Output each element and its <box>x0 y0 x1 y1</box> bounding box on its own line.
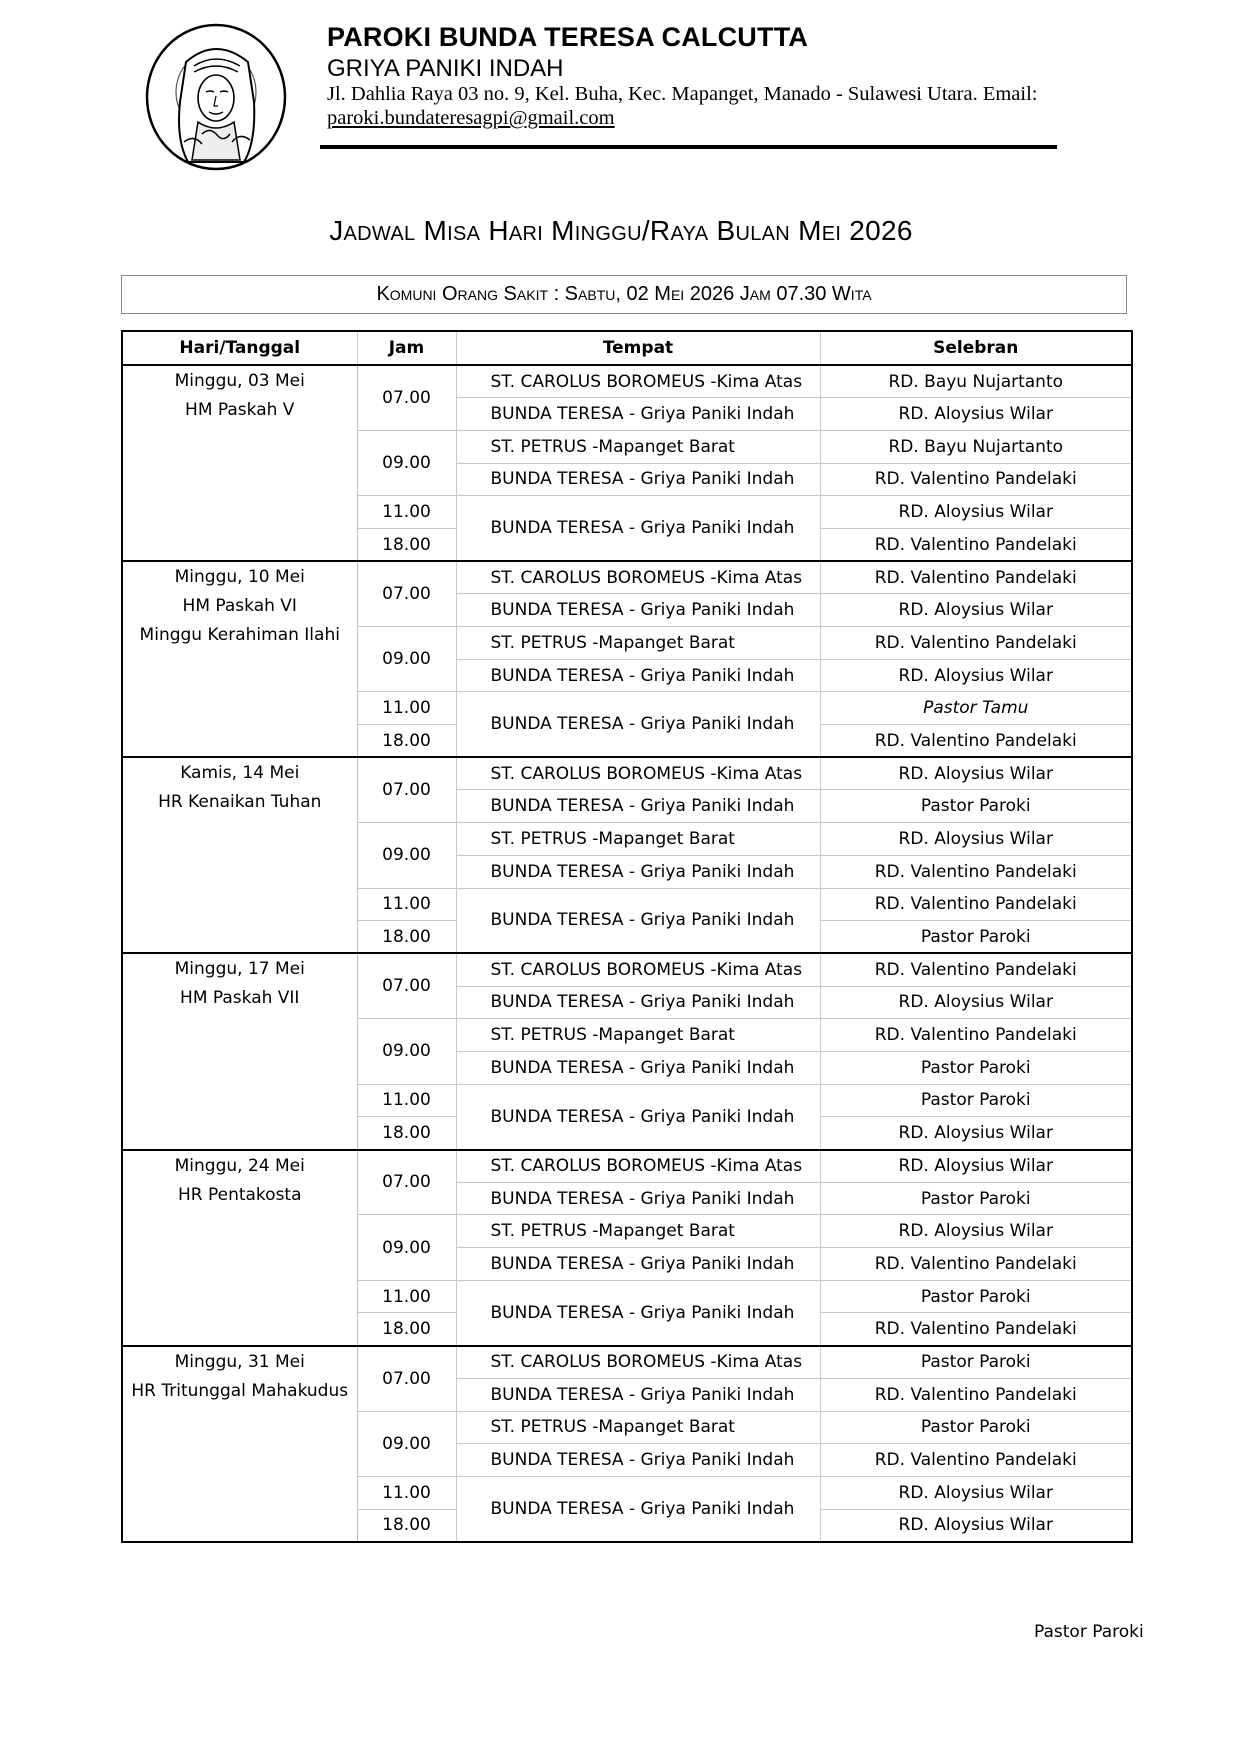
place-cell: BUNDA TERESA - Griya Paniki Indah <box>456 855 820 888</box>
place-cell: BUNDA TERESA - Griya Paniki Indah <box>456 1476 820 1541</box>
celebrant-cell <box>820 692 1132 725</box>
celebrant-cell: RD. Aloysius Wilar <box>820 1117 1132 1150</box>
celebrant-cell: RD. Valentino Pandelaki <box>820 888 1132 921</box>
celebrant-cell: RD. Valentino Pandelaki <box>820 1248 1132 1281</box>
place-cell: ST. PETRUS -Mapanget Barat <box>456 1019 820 1052</box>
celebrant-cell: RD. Valentino Pandelaki <box>820 1019 1132 1052</box>
celebrant-cell: RD. Valentino Pandelaki <box>820 561 1132 594</box>
time-cell: 11.00 <box>357 496 456 529</box>
celebrant-cell: RD. Aloysius Wilar <box>820 659 1132 692</box>
place-cell: ST. PETRUS -Mapanget Barat <box>456 1215 820 1248</box>
place-cell: BUNDA TERESA - Griya Paniki Indah <box>456 1378 820 1411</box>
day-line: HR Tritunggal Mahakudus <box>131 1380 349 1401</box>
page-title: Jadwal Misa Hari Minggu/Raya Bulan Mei 2026 <box>329 215 913 246</box>
address-text: Jl. Dahlia Raya 03 no. 9, Kel. Buha, Kec. Mapanget, Manado - Sulawesi Utara. Email: <box>327 83 1038 105</box>
place-cell: BUNDA TERESA - Griya Paniki Indah <box>456 1084 820 1149</box>
day-line: HM Paskah VI <box>182 596 297 617</box>
table-header-row <box>122 331 1132 365</box>
place-cell: ST. PETRUS -Mapanget Barat <box>456 430 820 463</box>
time-cell: 11.00 <box>357 1084 456 1117</box>
place-cell: ST. CAROLUS BOROMEUS -Kima Atas <box>456 757 820 790</box>
celebrant-cell: RD. Bayu Nujartanto <box>820 430 1132 463</box>
place-cell: ST. CAROLUS BOROMEUS -Kima Atas <box>456 953 820 986</box>
day-cell <box>122 561 357 757</box>
table-body <box>122 365 1132 1542</box>
celebrant-cell: RD. Aloysius Wilar <box>820 1509 1132 1542</box>
day-cell <box>122 365 357 561</box>
table-row <box>122 561 1132 594</box>
place-cell: BUNDA TERESA - Griya Paniki Indah <box>456 888 820 953</box>
day-line: Minggu Kerahiman Ilahi <box>139 625 340 646</box>
parish-logo <box>144 22 288 172</box>
table-row <box>122 1150 1132 1183</box>
celebrant-cell: Pastor Paroki <box>820 1084 1132 1117</box>
place-cell: BUNDA TERESA - Griya Paniki Indah <box>456 1248 820 1281</box>
time-cell: 07.00 <box>357 757 456 822</box>
notice-box: Komuni Orang Sakit : Sabtu, 02 Mei 2026 Jam 07.30 Wita <box>121 275 1127 314</box>
celebrant-cell: Pastor Paroki <box>820 1280 1132 1313</box>
celebrant-name: Pastor Tamu <box>923 698 1029 719</box>
celebrant-cell: Pastor Paroki <box>820 1182 1132 1215</box>
day-cell <box>122 757 357 953</box>
celebrant-cell: RD. Aloysius Wilar <box>820 757 1132 790</box>
time-cell: 07.00 <box>357 1150 456 1215</box>
day-cell <box>122 953 357 1149</box>
place-cell: ST. PETRUS -Mapanget Barat <box>456 1411 820 1444</box>
place-cell: BUNDA TERESA - Griya Paniki Indah <box>456 496 820 561</box>
table-row <box>122 953 1132 986</box>
time-cell: 18.00 <box>357 725 456 758</box>
celebrant-cell: Pastor Paroki <box>820 1346 1132 1379</box>
place-cell: BUNDA TERESA - Griya Paniki Indah <box>456 986 820 1019</box>
celebrant-cell: Pastor Paroki <box>820 790 1132 823</box>
time-cell: 07.00 <box>357 365 456 430</box>
place-cell: BUNDA TERESA - Griya Paniki Indah <box>456 1280 820 1345</box>
time-cell: 18.00 <box>357 1509 456 1542</box>
table-row <box>122 757 1132 790</box>
time-cell: 18.00 <box>357 528 456 561</box>
place-cell: ST. PETRUS -Mapanget Barat <box>456 823 820 856</box>
place-cell: ST. PETRUS -Mapanget Barat <box>456 627 820 660</box>
table-row <box>122 1346 1132 1379</box>
day-line: Minggu, 31 Mei <box>174 1351 305 1372</box>
day-line: Kamis, 14 Mei <box>180 763 300 784</box>
celebrant-cell: RD. Valentino Pandelaki <box>820 855 1132 888</box>
column-header: Tempat <box>456 331 820 365</box>
time-cell: 11.00 <box>357 692 456 725</box>
celebrant-cell: RD. Bayu Nujartanto <box>820 365 1132 398</box>
place-cell: BUNDA TERESA - Griya Paniki Indah <box>456 692 820 757</box>
time-cell: 18.00 <box>357 1117 456 1150</box>
time-cell: 07.00 <box>357 953 456 1018</box>
celebrant-cell: RD. Valentino Pandelaki <box>820 463 1132 496</box>
time-cell: 09.00 <box>357 823 456 888</box>
place-cell: BUNDA TERESA - Griya Paniki Indah <box>456 463 820 496</box>
celebrant-cell: RD. Aloysius Wilar <box>820 496 1132 529</box>
celebrant-cell: RD. Valentino Pandelaki <box>820 1313 1132 1346</box>
celebrant-cell: RD. Aloysius Wilar <box>820 398 1132 431</box>
celebrant-cell: RD. Valentino Pandelaki <box>820 1378 1132 1411</box>
time-cell: 11.00 <box>357 1476 456 1509</box>
place-cell: BUNDA TERESA - Griya Paniki Indah <box>456 659 820 692</box>
time-cell: 18.00 <box>357 1313 456 1346</box>
place-cell: BUNDA TERESA - Griya Paniki Indah <box>456 1444 820 1477</box>
signature: Pastor Paroki <box>1034 1622 1144 1642</box>
time-cell: 11.00 <box>357 888 456 921</box>
celebrant-cell: RD. Aloysius Wilar <box>820 1215 1132 1248</box>
time-cell: 11.00 <box>357 1280 456 1313</box>
parish-subname: GRIYA PANIKI INDAH <box>327 55 564 82</box>
header-divider <box>320 145 1057 149</box>
celebrant-cell: RD. Aloysius Wilar <box>820 1150 1132 1183</box>
celebrant-cell: RD. Valentino Pandelaki <box>820 725 1132 758</box>
day-line: Minggu, 17 Mei <box>174 959 305 980</box>
mass-schedule-table <box>121 330 1133 1543</box>
time-cell: 09.00 <box>357 1019 456 1084</box>
day-cell <box>122 1346 357 1542</box>
column-header: Selebran <box>820 331 1132 365</box>
celebrant-cell: RD. Valentino Pandelaki <box>820 528 1132 561</box>
place-cell: BUNDA TERESA - Griya Paniki Indah <box>456 594 820 627</box>
time-cell: 09.00 <box>357 1215 456 1280</box>
email-link[interactable]: paroki.bundateresagpi@gmail.com <box>327 107 615 129</box>
day-cell <box>122 1150 357 1346</box>
celebrant-cell: RD. Aloysius Wilar <box>820 823 1132 856</box>
celebrant-cell: RD. Valentino Pandelaki <box>820 627 1132 660</box>
time-cell: 07.00 <box>357 561 456 626</box>
celebrant-cell: RD. Aloysius Wilar <box>820 986 1132 1019</box>
parish-address <box>327 82 1067 130</box>
place-cell: BUNDA TERESA - Griya Paniki Indah <box>456 398 820 431</box>
place-cell: ST. CAROLUS BOROMEUS -Kima Atas <box>456 1150 820 1183</box>
place-cell: ST. CAROLUS BOROMEUS -Kima Atas <box>456 561 820 594</box>
day-line: Minggu, 10 Mei <box>174 567 305 588</box>
celebrant-cell: RD. Valentino Pandelaki <box>820 1444 1132 1477</box>
place-cell: ST. CAROLUS BOROMEUS -Kima Atas <box>456 365 820 398</box>
celebrant-cell: Pastor Paroki <box>820 1411 1132 1444</box>
celebrant-cell: Pastor Paroki <box>820 1051 1132 1084</box>
parish-name: PAROKI BUNDA TERESA CALCUTTA <box>327 22 809 52</box>
celebrant-cell: RD. Valentino Pandelaki <box>820 953 1132 986</box>
column-header: Jam <box>357 331 456 365</box>
celebrant-cell: RD. Aloysius Wilar <box>820 594 1132 627</box>
celebrant-cell: RD. Aloysius Wilar <box>820 1476 1132 1509</box>
time-cell: 07.00 <box>357 1346 456 1411</box>
day-line: HR Kenaikan Tuhan <box>158 792 322 813</box>
place-cell: ST. CAROLUS BOROMEUS -Kima Atas <box>456 1346 820 1379</box>
column-header: Hari/Tanggal <box>122 331 357 365</box>
day-line: HM Paskah V <box>185 400 295 420</box>
celebrant-cell: Pastor Paroki <box>820 921 1132 954</box>
time-cell: 18.00 <box>357 921 456 954</box>
time-cell: 09.00 <box>357 627 456 692</box>
place-cell: BUNDA TERESA - Griya Paniki Indah <box>456 790 820 823</box>
table-row <box>122 365 1132 398</box>
place-cell: BUNDA TERESA - Griya Paniki Indah <box>456 1182 820 1215</box>
time-cell: 09.00 <box>357 430 456 495</box>
day-line: HM Paskah VII <box>180 988 300 1009</box>
day-line: Minggu, 24 Mei <box>174 1155 305 1176</box>
time-cell: 09.00 <box>357 1411 456 1476</box>
day-line: Minggu, 03 Mei <box>174 371 305 391</box>
day-line: HR Pentakosta <box>177 1184 302 1205</box>
place-cell: BUNDA TERESA - Griya Paniki Indah <box>456 1051 820 1084</box>
